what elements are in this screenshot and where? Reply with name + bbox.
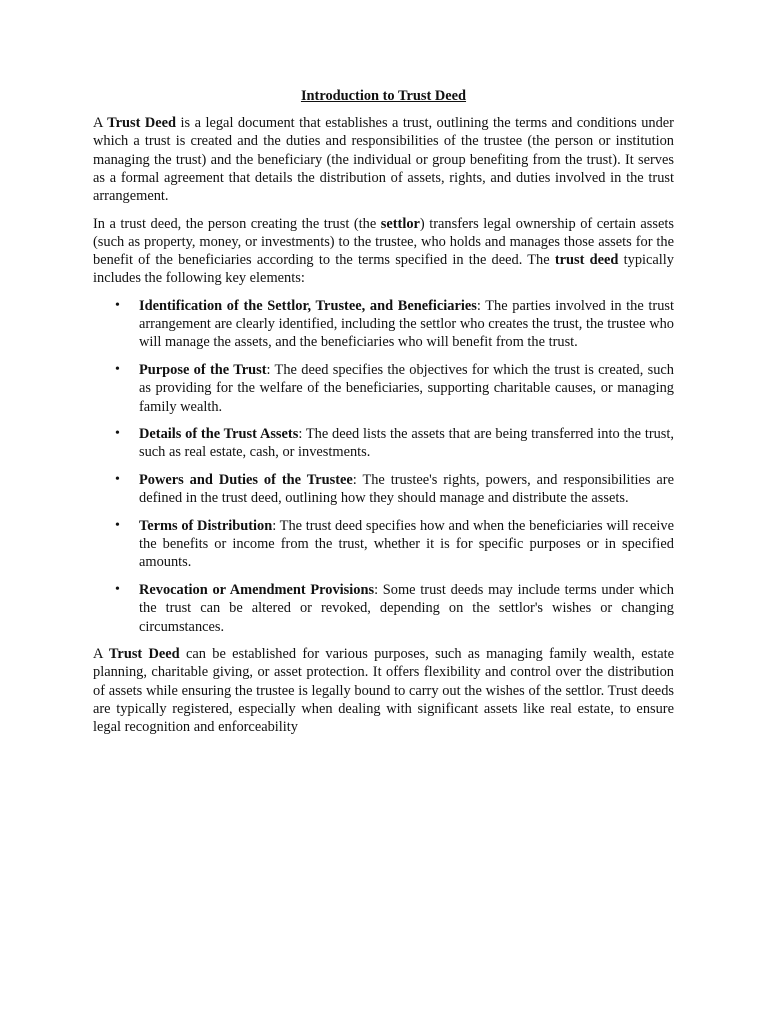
bullet-icon: • xyxy=(115,298,120,314)
intro-text: is a legal document that establishes a trust, outlining the terms and conditions under which a trust is created and the duties and responsibilities of the trustee (the person or institution managing the trust) and the beneficiary (the individual or group benefiting from the trust). It serves as a formal agreement that details the distribution of assets, rights, and duties involved in the trust arrangement. xyxy=(93,115,674,205)
list-item-heading: Identification of the Settlor, Trustee, and Beneficiaries xyxy=(139,298,477,315)
closing-text: can be established for various purposes, such as managing family wealth, estate planning, charitable giving, or asset protection. It offers flexibility and control over the distribution of assets while ensuring the trustee is legally bound to carry out the wishes of the settlor. Trust deeds are typically registered, especially when dealing with significant assets like real estate, to ensure legal recognition and enforceability xyxy=(93,646,674,736)
list-item-heading: Revocation or Amendment Provisions xyxy=(139,582,375,599)
list-item-text: : The parties involved in the trust arrangement are clearly identified, including the settlor who creates the trust, the trustee who will manage the assets, and the beneficiaries who will benefit from the trust. xyxy=(139,298,675,351)
list-item-heading: Terms of Distribution xyxy=(139,518,273,535)
list-item-text: : Some trust deeds may include terms under which the trust can be altered or revoked, depending on the settlor's wishes or changing circumstances. xyxy=(139,582,674,635)
settlor-term: settlor xyxy=(380,215,420,232)
list-item-heading: Powers and Duties of the Trustee xyxy=(139,472,353,489)
list-item xyxy=(93,361,674,416)
list-item xyxy=(93,517,674,572)
key-elements-list xyxy=(93,297,674,636)
bullet-icon: • xyxy=(115,472,120,488)
intro-term-trust-deed: Trust Deed xyxy=(107,115,177,132)
intro-article: A xyxy=(93,115,108,132)
list-item xyxy=(93,581,674,636)
document-title: Introduction to Trust Deed xyxy=(300,88,467,104)
document-page xyxy=(93,87,674,746)
list-item-heading: Details of the Trust Assets xyxy=(139,426,299,443)
list-item-text: : The deed lists the assets that are being transferred into the trust, such as real estate, cash, or investments. xyxy=(139,426,674,461)
closing-paragraph xyxy=(93,645,674,736)
bullet-icon: • xyxy=(115,362,120,378)
list-item-text: : The deed specifies the objectives for which the trust is created, such as providing for the welfare of the beneficiaries, supporting charitable causes, or managing family wealth. xyxy=(139,362,674,415)
bullet-icon: • xyxy=(115,582,120,598)
intro-paragraph xyxy=(93,114,674,205)
settlor-text-end: typically includes the following key elements: xyxy=(93,252,674,287)
closing-term-trust-deed: Trust Deed xyxy=(108,646,180,663)
closing-article: A xyxy=(93,646,109,663)
trust-deed-term: trust deed xyxy=(554,252,619,269)
settlor-text-start: In a trust deed, the person creating the trust (the xyxy=(93,215,381,232)
bullet-icon: • xyxy=(115,518,120,534)
list-item-heading: Purpose of the Trust xyxy=(139,362,267,379)
list-item-text: : The trustee's rights, powers, and responsibilities are defined in the trust deed, outlining how they should manage and distribute the assets. xyxy=(139,472,674,507)
list-item xyxy=(93,425,674,461)
bullet-icon: • xyxy=(115,426,120,442)
settlor-text-middle: ) transfers legal ownership of certain assets (such as property, money, or investments) to the trustee, who holds and manages those assets for the benefit of the beneficiaries according to the terms specified in the deed. The xyxy=(93,215,674,269)
list-item xyxy=(93,471,674,507)
list-item-text: : The trust deed specifies how and when the beneficiaries will receive the benefits or income from the trust, whether it is for specific purposes or in specified amounts. xyxy=(139,518,674,571)
settlor-paragraph xyxy=(93,215,674,288)
list-item xyxy=(93,297,674,352)
